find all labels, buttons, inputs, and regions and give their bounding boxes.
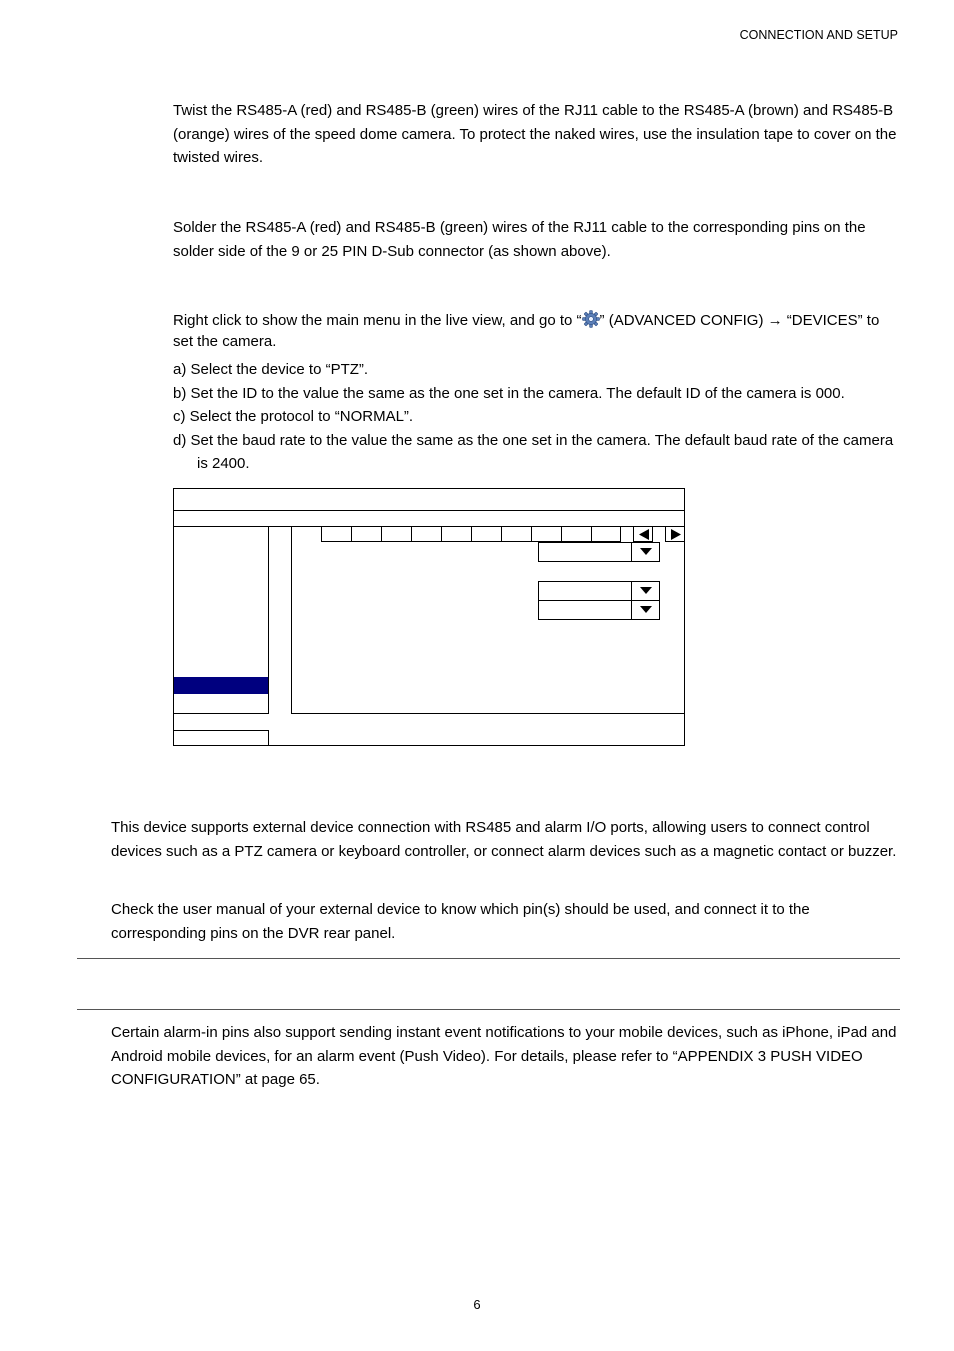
paragraph-external-devices: This device supports external device connection with RS485 and alarm I/O ports, allowing users to connect control devices such as a PTZ camera or keyboard controller, or connect alarm devices such as a magnetic contact or buzzer. [111, 819, 897, 860]
arrow-right-icon [670, 529, 682, 540]
paragraph-twist-wires: Twist the RS485-A (red) and RS485-B (green) wires of the RJ11 cable to the RS485-A (brown) and RS485-B (orange) wires of the speed dome camera. To protect the naked wires, use the insulation tape to cover on the twisted wires. [173, 102, 897, 166]
list-item: c) Select the protocol to “NORMAL”. [173, 408, 414, 425]
dropdown-button[interactable] [631, 582, 659, 600]
baud-rate-dropdown[interactable] [538, 600, 660, 620]
channel-tab-strip [321, 526, 621, 542]
menu-title-divider [174, 510, 684, 511]
devices-menu-figure [173, 488, 685, 746]
list-item: d) Set the baud rate to the value the same as the one set in the camera. The default baud rate of the camera is 2400. [173, 431, 894, 472]
menu-bottom-box [174, 730, 269, 746]
gear-icon [582, 310, 600, 328]
sidebar-item-devices-selected[interactable] [174, 677, 268, 694]
channel-tab[interactable] [591, 526, 621, 542]
list-item: a) Select the device to “PTZ”. [173, 361, 369, 378]
arrow-left-icon [638, 529, 650, 540]
device-dropdown[interactable] [538, 542, 660, 562]
paragraph-check-manual: Check the user manual of your external device to know which pin(s) should be used, and connect it to the corresponding pins on the DVR rear panel. [111, 901, 810, 942]
page-number: 6 [473, 1297, 481, 1312]
channel-tab[interactable] [321, 526, 351, 542]
paragraph-solder-wires: Solder the RS485-A (red) and RS485-B (green) wires of the RJ11 cable to the corresponding pins on the solder side of the 9 or 25 PIN D-Sub connector (as shown above). [173, 219, 866, 260]
triangle-down-icon [640, 606, 652, 613]
channel-tab[interactable] [441, 526, 471, 542]
paragraph-alarm-push: Certain alarm-in pins also support sending instant event notifications to your mobile devices, such as iPhone, iPad and Android mobile devices, for an alarm event (Push Video). For details, please refer to “APPENDIX 3 PUSH VIDEO CONFIGURATION” at page 65. [111, 1024, 897, 1088]
menu-sidebar [174, 526, 269, 714]
dropdown-button[interactable] [631, 601, 659, 619]
section-divider [77, 1009, 900, 1010]
channel-tab[interactable] [351, 526, 381, 542]
channel-tab[interactable] [561, 526, 591, 542]
section-divider [77, 958, 900, 959]
channel-tab[interactable] [501, 526, 531, 542]
protocol-dropdown[interactable] [538, 581, 660, 601]
next-channel-button[interactable] [665, 526, 685, 542]
list-item: b) Set the ID to the value the same as the one set in the camera. The default ID of the camera is 000. [173, 384, 845, 402]
channel-tab[interactable] [471, 526, 501, 542]
channel-tab[interactable] [531, 526, 561, 542]
paragraph-right-click [173, 310, 903, 352]
dropdown-button[interactable] [631, 543, 659, 561]
right-click-text-before: Right click to show the main menu in the live view, and go to “ [173, 312, 582, 329]
triangle-down-icon [640, 548, 652, 555]
running-header: CONNECTION AND SETUP [739, 28, 898, 42]
setup-steps-list [173, 358, 903, 476]
channel-tab[interactable] [381, 526, 411, 542]
prev-channel-button[interactable] [633, 526, 653, 542]
right-click-text-after: ” (ADVANCED CONFIG) → “DEVICES” to set the camera. [173, 312, 880, 350]
triangle-down-icon [640, 587, 652, 594]
channel-tab[interactable] [411, 526, 441, 542]
